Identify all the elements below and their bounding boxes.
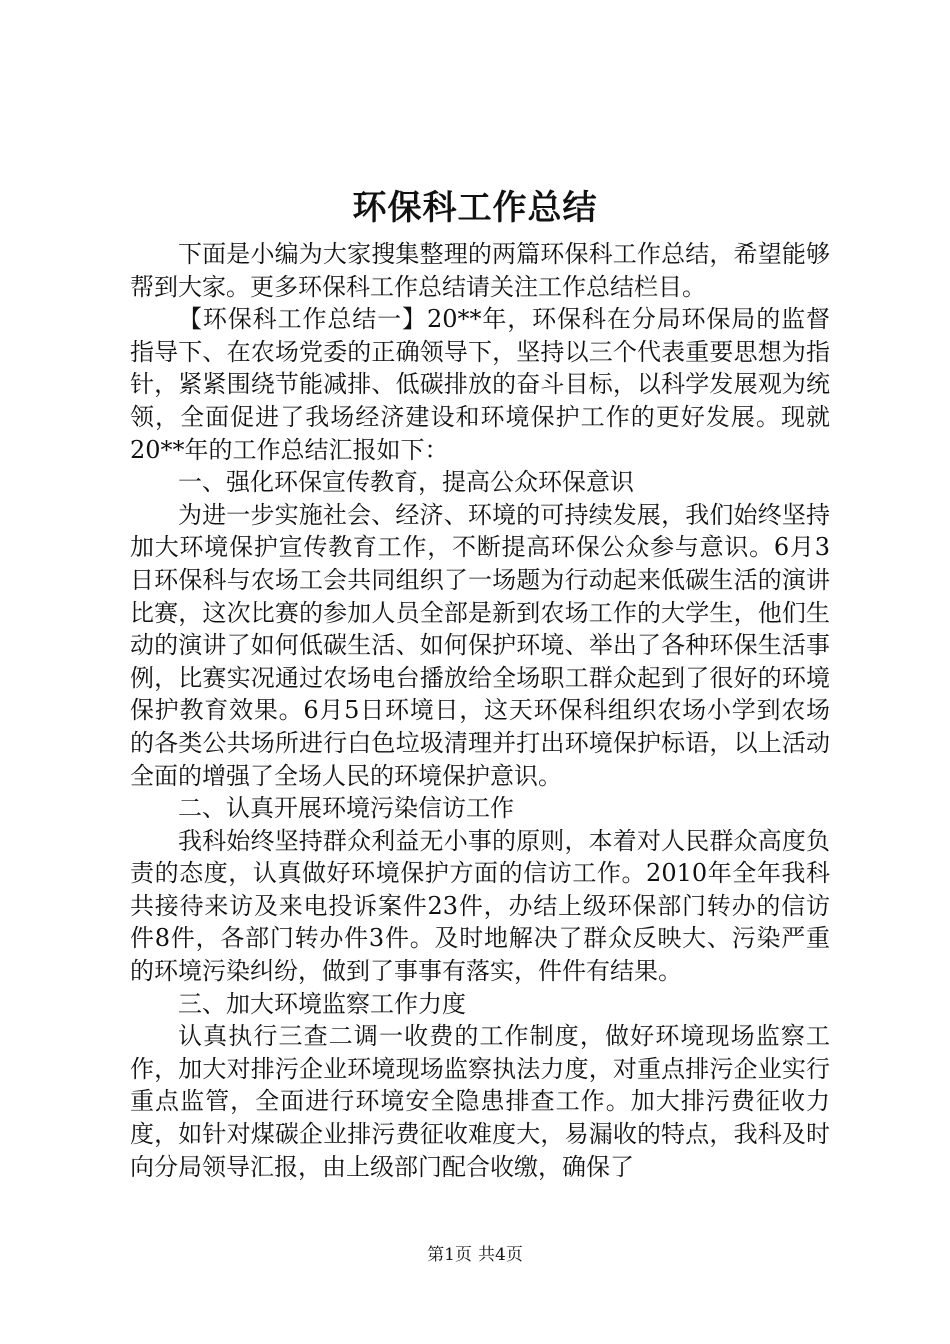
section-heading-3: 三、加大环境监察工作力度: [178, 989, 466, 1018]
paragraph-section-2: 我科始终坚持群众利益无小事的原则，本着对人民群众高度负责的态度，认真做好环境保护方面的信访工作。2010年全年我科共接待来访及来电投诉案件23件，办结上级环保部门转办的信访件8件，各部门转办件3件。及时地解决了群众反映大、污染严重的环境污染纠纷，做到了事事有落实，件件有结果。: [130, 826, 830, 986]
page-number: 第1页: [427, 1245, 472, 1265]
page-total: 共4页: [478, 1245, 523, 1265]
paragraph-intro: 下面是小编为大家搜集整理的两篇环保科工作总结，希望能够帮到大家。更多环保科工作总结请关注工作总结栏目。: [130, 240, 830, 301]
document-body: [130, 238, 830, 1183]
section-heading-1: 一、强化环保宣传教育，提高公众环保意识: [178, 468, 634, 497]
paragraph-section-1: 为进一步实施社会、经济、环境的可持续发展，我们始终坚持加大环境保护宣传教育工作，不断提高环保公众参与意识。6月3日环保科与农场工会共同组织了一场题为行动起来低碳生活的演讲比赛，这次比赛的参加人员全部是新到农场工作的大学生，他们生动的演讲了如何低碳生活、如何保护环境、举出了各种环保生活事例，比赛实况通过农场电台播放给全场职工群众起到了很好的环境保护教育效果。6月5日环境日，这天环保科组织农场小学到农场的各类公共场所进行白色垃圾清理并打出环境保护标语，以上活动全面的增强了全场人民的环境保护意识。: [130, 500, 830, 790]
paragraph-summary-one: 【环保科工作总结一】20**年，环保科在分局环保局的监督指导下、在农场党委的正确领导下，坚持以三个代表重要思想为指针，紧紧围绕节能减排、低碳排放的奋斗目标，以科学发展观为统领，全面促进了我场经济建设和环境保护工作的更好发展。现就20**年的工作总结汇报如下：: [130, 305, 830, 464]
paragraph-section-3: 认真执行三查二调一收费的工作制度，做好环境现场监察工作，加大对排污企业环境现场监察执法力度，对重点排污企业实行重点监管，全面进行环境安全隐患排查工作。加大排污费征收力度，如针对煤碳企业排污费征收难度大，易漏收的特点，我科及时向分局领导汇报，由上级部门配合收缴，确保了: [130, 1022, 830, 1181]
section-heading-2: 二、认真开展环境污染信访工作: [178, 794, 514, 823]
page-footer: [0, 1244, 950, 1266]
document-title: 环保科工作总结: [352, 188, 598, 228]
